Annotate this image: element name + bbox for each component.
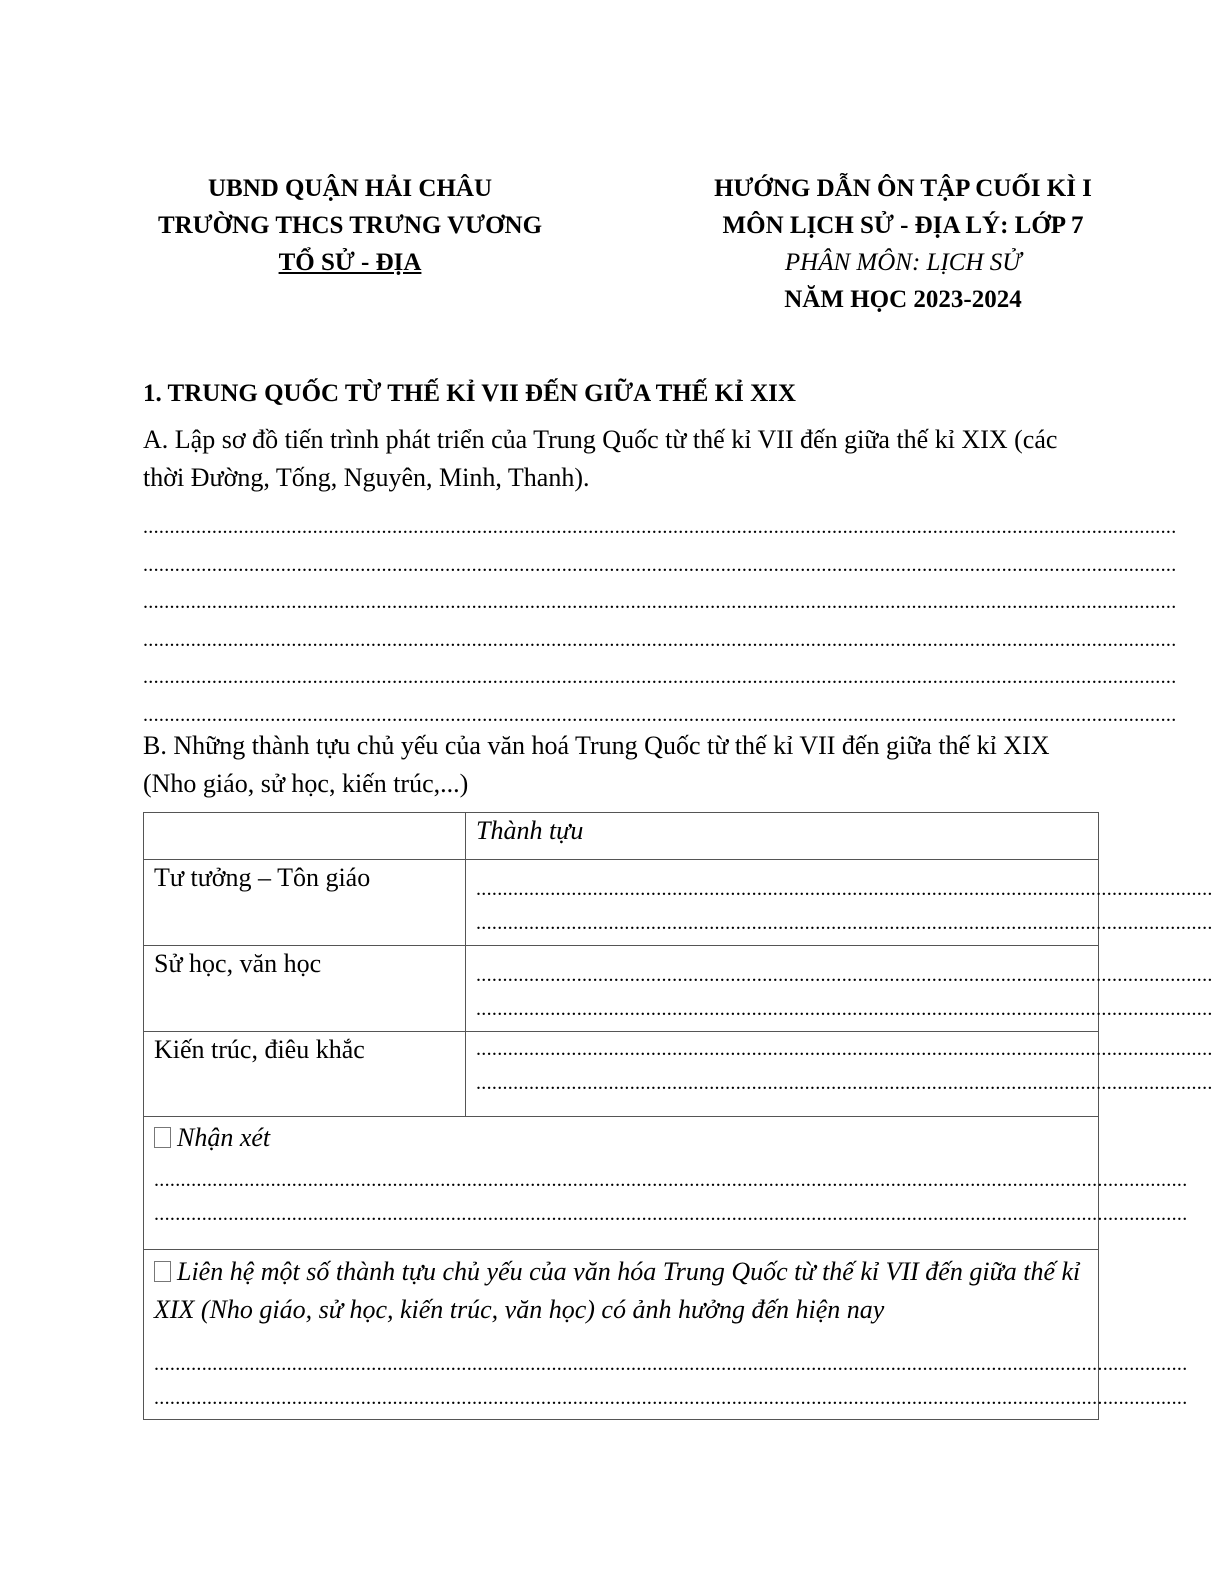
answer-line: ................................................................................................................................................................................................... xyxy=(143,703,1177,726)
table-row xyxy=(144,946,1099,1032)
row-label: Sử học, văn học xyxy=(144,946,466,1032)
table-row xyxy=(144,1032,1099,1117)
question-a: A. Lập sơ đồ tiến trình phát triển của Trung Quốc từ thế kỉ VII đến giữa thế kỉ XIX (các thời Đường, Tống, Nguyên, Minh, Thanh). xyxy=(143,425,1058,492)
answer-line: ........................................................................................................................................... xyxy=(476,878,1213,900)
department-name: TỔ SỬ - ĐỊA xyxy=(278,249,422,276)
answer-line: ................................................................................................................................................................................................... xyxy=(143,628,1177,651)
school-name: TRƯỜNG THCS TRƯNG VƯƠNG xyxy=(157,212,543,239)
answer-line: ................................................................................................................................................................................................... xyxy=(154,1387,1188,1409)
document-header xyxy=(678,170,1128,318)
answer-line: ................................................................................................................................................................................................... xyxy=(143,553,1177,576)
answer-cell xyxy=(466,946,1213,1032)
document-title: HƯỚNG DẪN ÔN TẬP CUỐI KÌ I xyxy=(714,175,1092,202)
answer-line: ................................................................................................................................................................................................... xyxy=(154,1353,1188,1375)
achievements-table xyxy=(143,812,1213,1420)
answer-line: ................................................................................................................................................................................................... xyxy=(143,591,1177,613)
checkbox-icon xyxy=(154,1261,171,1282)
remark-label: Nhận xét xyxy=(177,1123,271,1152)
answer-line: ................................................................................................................................................................................................... xyxy=(154,1203,1188,1225)
table-corner-cell xyxy=(144,813,466,860)
answer-line: ........................................................................................................................................... xyxy=(476,912,1213,934)
table-header-row xyxy=(144,813,1099,860)
link-row xyxy=(144,1250,1099,1420)
answer-line: ................................................................................................................................................................................................... xyxy=(143,516,1177,538)
school-year: NĂM HỌC 2023-2024 xyxy=(784,286,1022,313)
answer-cell xyxy=(466,1032,1213,1117)
row-label: Kiến trúc, điêu khắc xyxy=(144,1032,466,1117)
answer-line: ................................................................................................................................................................................................... xyxy=(143,666,1177,688)
subject-part: PHÂN MÔN: LỊCH SỬ xyxy=(784,249,1022,276)
answer-line: ........................................................................................................................................... xyxy=(476,998,1213,1020)
link-cell xyxy=(144,1250,1188,1420)
section-title: 1. TRUNG QUỐC TỪ THẾ KỈ VII ĐẾN GIỮA THẾ KỈ XIX xyxy=(143,380,796,407)
link-label: Liên hệ một số thành tựu chủ yếu của văn hóa Trung Quốc từ thế kỉ VII đến giữa thế kỉ XIX (Nho giáo, sử học, kiến trúc, văn học) có ảnh hưởng đến hiện nay xyxy=(154,1257,1081,1324)
answer-line: ........................................................................................................................................... xyxy=(476,1038,1213,1060)
remark-row xyxy=(144,1117,1099,1250)
checkbox-icon xyxy=(154,1127,171,1148)
district-name: UBND QUẬN HẢI CHÂU xyxy=(207,175,493,202)
subject-line: MÔN LỊCH SỬ - ĐỊA LÝ: LỚP 7 xyxy=(722,212,1084,239)
school-header xyxy=(130,170,570,281)
answer-cell xyxy=(466,860,1213,946)
answer-lines-a xyxy=(143,510,1177,735)
answer-line: ........................................................................................................................................... xyxy=(476,1072,1213,1094)
remark-cell xyxy=(144,1117,1188,1250)
table-row xyxy=(144,860,1099,946)
answer-line: ........................................................................................................................................... xyxy=(476,964,1213,986)
answer-line: ................................................................................................................................................................................................... xyxy=(154,1169,1188,1191)
achievement-header: Thành tựu xyxy=(466,813,1099,860)
row-label: Tư tưởng – Tôn giáo xyxy=(144,860,466,946)
question-b: B. Những thành tựu chủ yếu của văn hoá Trung Quốc từ thế kỉ VII đến giữa thế kỉ XIX (Nho giáo, sử học, kiến trúc,...) xyxy=(143,731,1050,798)
